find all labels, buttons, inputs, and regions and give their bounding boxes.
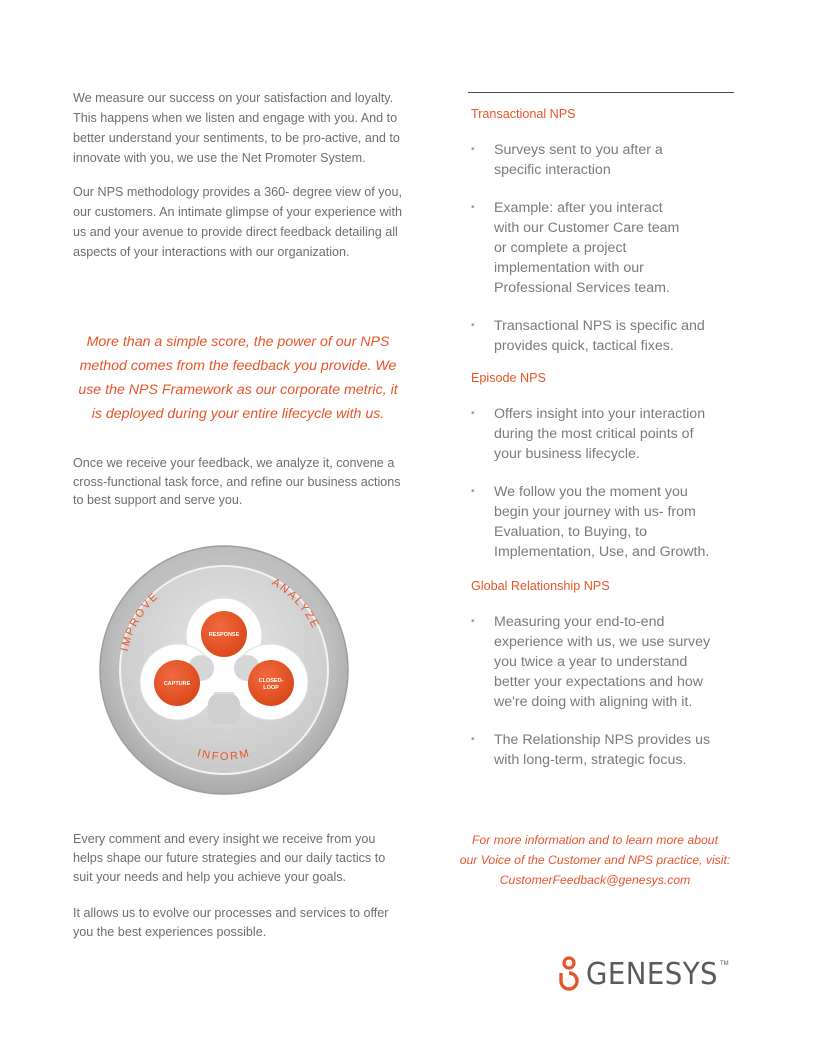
- list-item: • Offers insight into your interaction during the most critical points of your business lifecycle.: [471, 404, 721, 464]
- closed-loop-label-1: CLOSED-: [258, 678, 284, 684]
- top-divider: [468, 92, 734, 93]
- left-column: [73, 88, 403, 262]
- contact-line-1: For more information and to learn more about: [472, 833, 718, 847]
- insight-paragraph: Every comment and every insight we receive from you helps shape our future strategies and our daily tactics to suit your needs and help you achieve your goals.: [73, 832, 386, 884]
- ring-label-improve: IMPROVE: [118, 589, 162, 653]
- genesys-wordmark: GENESYS: [586, 957, 719, 992]
- response-label: RESPONSE: [208, 632, 240, 638]
- transactional-bullets: [471, 140, 733, 356]
- pull-quote: More than a simple score, the power of our NPS method comes from the feedback you provide. We use the NPS Framework as our corporate metric, it is deployed during your entire lifecycle with us.: [78, 334, 398, 422]
- heading-global-relationship-nps: Global Relationship NPS: [471, 579, 610, 593]
- ring-label-analyze: ANALYZE: [269, 576, 322, 632]
- list-item: • Surveys sent to you after a specific interaction: [471, 140, 671, 180]
- intro-paragraph: We measure our success on your satisfaction and loyalty. This happens when we listen and engage with you. And to better understand your sentiments, to be pro-active, and to innovate with you, we use the Net Promoter System.: [73, 91, 400, 165]
- trademark-symbol: TM: [720, 961, 729, 967]
- genesys-logo: [558, 955, 728, 995]
- heading-episode-nps: Episode NPS: [471, 371, 546, 385]
- contact-line-2: our Voice of the Customer and NPS practice, visit:: [459, 853, 731, 867]
- genesys-mark-icon: [558, 955, 580, 993]
- list-item: • Example: after you interact with our Customer Care team or complete a project implementation with our Professional Services team.: [471, 198, 681, 298]
- evolve-paragraph: It allows us to evolve our processes and services to offer you the best experiences possible.: [73, 906, 389, 939]
- closed-loop-label-2: LOOP: [263, 685, 279, 691]
- heading-transactional-nps: Transactional NPS: [471, 107, 576, 121]
- list-item: • Transactional NPS is specific and provides quick, tactical fixes.: [471, 316, 721, 356]
- contact-block: [455, 830, 735, 890]
- capture-label: CAPTURE: [163, 681, 191, 687]
- ring-label-inform: INFORM: [195, 747, 252, 764]
- global-relationship-bullets: [471, 612, 733, 770]
- list-item: • The Relationship NPS provides us with long-term, strategic focus.: [471, 730, 721, 770]
- nps-cycle-diagram: [98, 544, 350, 796]
- contact-email-link[interactable]: CustomerFeedback@genesys.com: [499, 873, 691, 887]
- list-item: • We follow you the moment you begin your journey with us- from Evaluation, to Buying, to Implementation, Use, and Growth.: [471, 482, 719, 562]
- methodology-paragraph: Our NPS methodology provides a 360- degree view of you, our customers. An intimate glimpse of your experience with us and your avenue to provide direct feedback detailing all aspects of your interactions with our organization.: [73, 185, 403, 259]
- episode-bullets: [471, 404, 733, 562]
- feedback-paragraph: Once we receive your feedback, we analyze it, convene a cross-functional task force, and refine our business actions to best support and serve you.: [73, 456, 401, 507]
- right-column: [471, 104, 733, 770]
- list-item: • Measuring your end-to-end experience with us, we use survey you twice a year to understand better your expectations and how we're doing with aligning with it.: [471, 612, 721, 712]
